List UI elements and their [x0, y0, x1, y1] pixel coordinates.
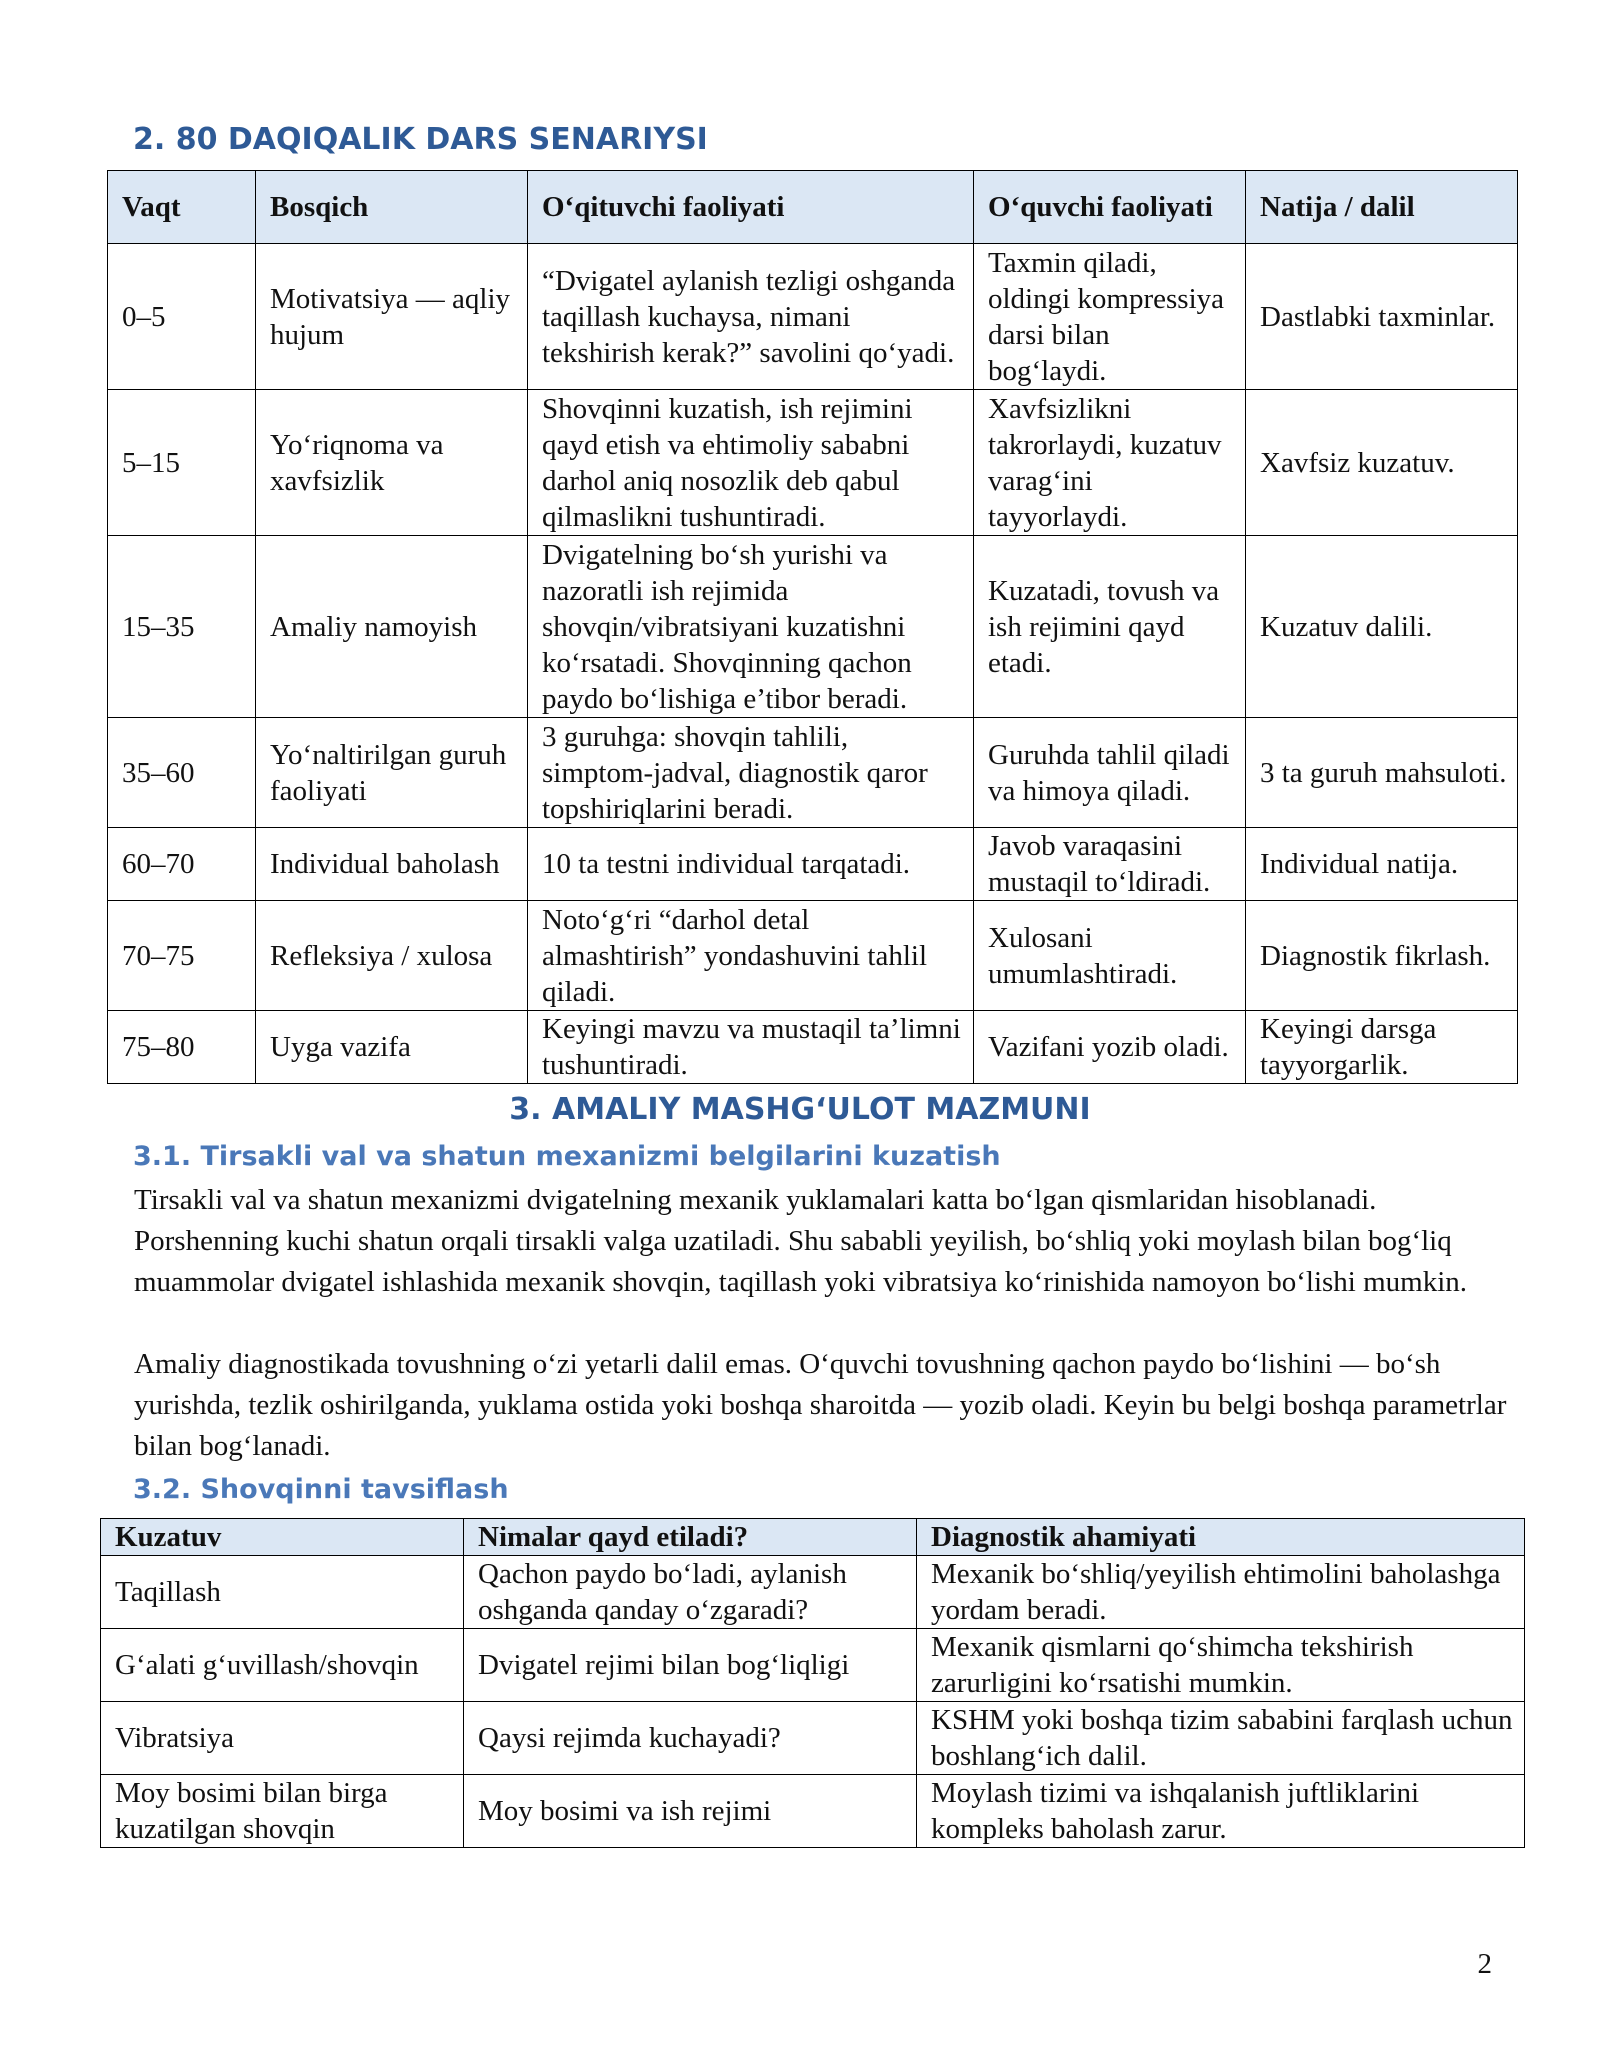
cell-result: Xavfsiz kuzatuv.	[1246, 390, 1518, 536]
cell-stage: Individual baholash	[256, 828, 528, 901]
table-row	[108, 244, 1518, 390]
header-result: Natija / dalil	[1246, 171, 1518, 244]
cell-teacher: Keyingi mavzu va mustaqil ta’limni tushuntiradi.	[528, 1011, 974, 1084]
header-significance: Diagnostik ahamiyati	[917, 1519, 1525, 1556]
cell-time: 60–70	[108, 828, 256, 901]
cell-result: Individual natija.	[1246, 828, 1518, 901]
cell-teacher: Noto‘g‘ri “darhol detal almashtirish” yondashuvini tahlil qiladi.	[528, 901, 974, 1011]
cell-time: 70–75	[108, 901, 256, 1011]
cell-observation: G‘alati g‘uvillash/shovqin	[101, 1629, 464, 1702]
header-recorded: Nimalar qayd etiladi?	[464, 1519, 917, 1556]
cell-teacher: Shovqinni kuzatish, ish rejimini qayd etish va ehtimoliy sababni darhol aniq nosozlik deb qabul qilmaslikni tushuntiradi.	[528, 390, 974, 536]
cell-observation: Moy bosimi bilan birga kuzatilgan shovqin	[101, 1775, 464, 1848]
table-row	[108, 828, 1518, 901]
cell-stage: Refleksiya / xulosa	[256, 901, 528, 1011]
header-vaqt: Vaqt	[108, 171, 256, 244]
paragraph-1: Tirsakli val va shatun mexanizmi dvigatelning mexanik yuklamalari katta bo‘lgan qismlaridan hisoblanadi. Porshenning kuchi shatun orqali tirsakli valga uzatiladi. Shu sababli yeyilish, bo‘shliq yoki moylash bilan bog‘liq muammolar dvigatel ishlashida mexanik shovqin, taqillash yoki vibratsiya ko‘rinishida namoyon bo‘lishi mumkin.	[134, 1184, 1468, 1298]
table-row	[101, 1556, 1525, 1629]
cell-time: 0–5	[108, 244, 256, 390]
table-header-row	[101, 1519, 1525, 1556]
table-row	[108, 718, 1518, 828]
cell-teacher: Dvigatelning bo‘sh yurishi va nazoratli ish rejimida shovqin/vibratsiyani kuzatishni ko‘rsatadi. Shovqinning qachon paydo bo‘lishiga e’tibor beradi.	[528, 536, 974, 718]
cell-observation: Taqillash	[101, 1556, 464, 1629]
table-row	[101, 1775, 1525, 1848]
cell-result: Diagnostik fikrlash.	[1246, 901, 1518, 1011]
cell-result: Keyingi darsga tayyorgarlik.	[1246, 1011, 1518, 1084]
cell-recorded: Qaysi rejimda kuchayadi?	[464, 1702, 917, 1775]
cell-stage: Yo‘naltirilgan guruh faoliyati	[256, 718, 528, 828]
paragraph-2: Amaliy diagnostikada tovushning o‘zi yetarli dalil emas. O‘quvchi tovushning qachon paydo bo‘lishini — bo‘sh yurishda, tezlik oshirilganda, yuklama ostida yoki boshqa sharoitda — yozib oladi. Keyin bu belgi boshqa parametrlar bilan bog‘lanadi.	[134, 1348, 1507, 1462]
table-row	[108, 1011, 1518, 1084]
section-2-title: 2. 80 DAQIQALIK DARS SENARIYSI	[133, 122, 708, 157]
cell-student: Xavfsizlikni takrorlaydi, kuzatuv varag‘ini tayyorlaydi.	[974, 390, 1246, 536]
cell-result: 3 ta guruh mahsuloti.	[1246, 718, 1518, 828]
header-observation: Kuzatuv	[101, 1519, 464, 1556]
cell-time: 75–80	[108, 1011, 256, 1084]
cell-student: Kuzatadi, tovush va ish rejimini qayd etadi.	[974, 536, 1246, 718]
header-bosqich: Bosqich	[256, 171, 528, 244]
cell-student: Xulosani umumlashtiradi.	[974, 901, 1246, 1011]
header-teacher-activity: O‘qituvchi faoliyati	[528, 171, 974, 244]
table-row	[108, 536, 1518, 718]
cell-teacher: 3 guruhga: shovqin tahlili, simptom-jadval, diagnostik qaror topshiriqlarini beradi.	[528, 718, 974, 828]
cell-recorded: Qachon paydo bo‘ladi, aylanish oshganda qanday o‘zgaradi?	[464, 1556, 917, 1629]
cell-teacher: “Dvigatel aylanish tezligi oshganda taqillash kuchaysa, nimani tekshirish kerak?” savolini qo‘yadi.	[528, 244, 974, 390]
cell-teacher: 10 ta testni individual tarqatadi.	[528, 828, 974, 901]
lesson-scenario-table	[107, 170, 1518, 1084]
table-header-row	[108, 171, 1518, 244]
noise-description-table	[100, 1518, 1525, 1848]
table-row	[108, 901, 1518, 1011]
cell-significance: Mexanik bo‘shliq/yeyilish ehtimolini baholashga yordam beradi.	[917, 1556, 1525, 1629]
cell-result: Kuzatuv dalili.	[1246, 536, 1518, 718]
cell-observation: Vibratsiya	[101, 1702, 464, 1775]
cell-stage: Uyga vazifa	[256, 1011, 528, 1084]
cell-stage: Yo‘riqnoma va xavfsizlik	[256, 390, 528, 536]
cell-stage: Motivatsiya — aqliy hujum	[256, 244, 528, 390]
subsection-3-2-title: 3.2. Shovqinni tavsiflash	[133, 1474, 509, 1505]
cell-recorded: Dvigatel rejimi bilan bog‘liqligi	[464, 1629, 917, 1702]
cell-student: Vazifani yozib oladi.	[974, 1011, 1246, 1084]
cell-significance: Moylash tizimi va ishqalanish juftliklarini kompleks baholash zarur.	[917, 1775, 1525, 1848]
cell-significance: Mexanik qismlarni qo‘shimcha tekshirish zarurligini ko‘rsatishi mumkin.	[917, 1629, 1525, 1702]
table-row	[101, 1702, 1525, 1775]
cell-student: Javob varaqasini mustaqil to‘ldiradi.	[974, 828, 1246, 901]
cell-time: 15–35	[108, 536, 256, 718]
header-student-activity: O‘quvchi faoliyati	[974, 171, 1246, 244]
page-number: 2	[1477, 1948, 1492, 1980]
subsection-3-1-title: 3.1. Tirsakli val va shatun mexanizmi belgilarini kuzatish	[133, 1141, 1001, 1172]
cell-significance: KSHM yoki boshqa tizim sababini farqlash uchun boshlang‘ich dalil.	[917, 1702, 1525, 1775]
cell-student: Taxmin qiladi, oldingi kompressiya darsi bilan bog‘laydi.	[974, 244, 1246, 390]
table-row	[108, 390, 1518, 536]
table-row	[101, 1629, 1525, 1702]
cell-time: 5–15	[108, 390, 256, 536]
cell-result: Dastlabki taxminlar.	[1246, 244, 1518, 390]
section-3-title: 3. AMALIY MASHG‘ULOT MAZMUNI	[509, 1092, 1091, 1127]
cell-stage: Amaliy namoyish	[256, 536, 528, 718]
cell-student: Guruhda tahlil qiladi va himoya qiladi.	[974, 718, 1246, 828]
cell-recorded: Moy bosimi va ish rejimi	[464, 1775, 917, 1848]
cell-time: 35–60	[108, 718, 256, 828]
